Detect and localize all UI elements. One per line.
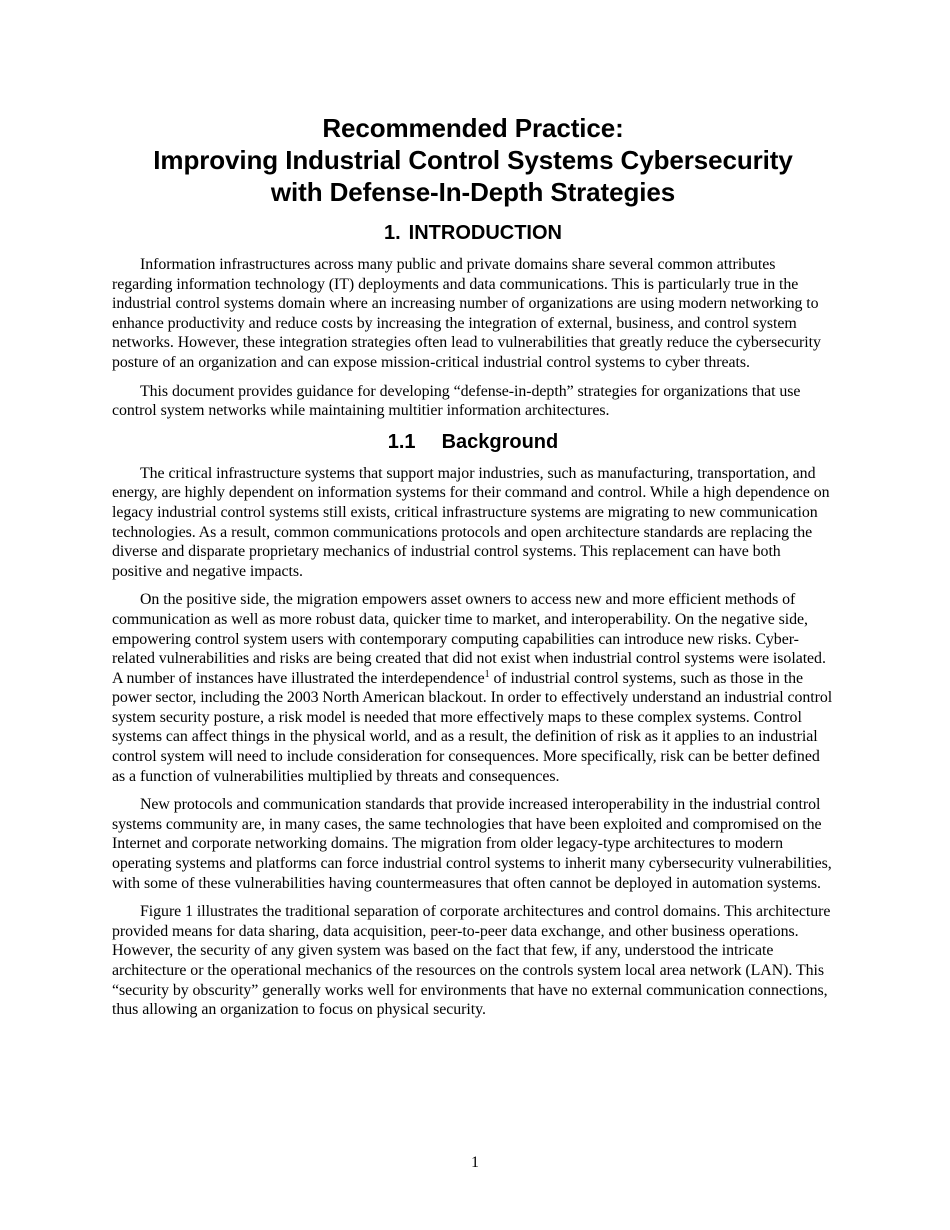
intro-paragraph-1: Information infrastructures across many public and private domains share several common attributes regarding information technology (IT) deployments and data communications. This is particularly true in the industrial control systems domain where an increasing number of organizations are using modern networking to enhance productivity and reduce costs by increasing the integration of external, business, and control system networks. However, these integration strategies often lead to vulnerabilities that greatly reduce the cybersecurity posture of an organization and can expose mission-critical industrial control systems to cyber threats. [112,256,821,371]
title-line-3: with Defense-In-Depth Strategies [270,177,676,207]
footnote-reference[interactable]: 1 [484,668,490,680]
background-paragraph-4: Figure 1 illustrates the traditional separation of corporate architectures and control domains. This architecture provided means for data sharing, data acquisition, peer-to-peer data exchange, and other business operations. However, the security of any given system was based on the fact that few, if any, understood the intricate architecture or the operational mechanics of the resources on the controls system local area network (LAN). This “security by obscurity” generally works well for environments that have no external communication connections, thus allowing an organization to focus on physical security. [112,903,831,1019]
background-paragraph-3: New protocols and communication standards that provide increased interoperability in the industrial control systems community are, in many cases, the same technologies that have been exploited and compromised on the Internet and corporate networking domains. The migration from older legacy-type architectures to modern operating systems and platforms can force industrial control systems to inherit many cybersecurity vulnerabilities, with some of these vulnerabilities having countermeasures that often cannot be deployed in automation systems. [112,796,832,892]
subsection-title: Background [441,430,559,453]
paragraph-text: On the positive side, the migration empowers asset owners to access new and more efficient methods of communication as well as more robust data, quicker time to market, and interoperability. On the negative side, empowering control system users with contemporary computing capabilities can introduce new risks. Cyber-related vulnerabilities and risks are being created that did not exist when industrial control systems were isolated. A number of instances have illustrated the interdependence [112,591,826,687]
page-number: 1 [471,1154,479,1171]
section-number: 1. [383,222,401,244]
title-line-1: Recommended Practice: [322,113,624,143]
paragraph-text: of industrial control systems, such as those in the power sector, including the 2003 North American blackout. In order to effectively understand an industrial control system security posture, a risk model is needed that more effectively maps to these complex systems. Control systems can affect things in the physical world, and as a result, the definition of risk as it applies to an industrial control system will need to include consideration for consequences. More specifically, risk can be better defined as a function of vulnerabilities multiplied by threats and consequences. [112,669,833,785]
section-title: INTRODUCTION [408,222,562,244]
section-heading-introduction [112,221,834,245]
subsection-number: 1.1 [387,430,416,453]
document-page [112,112,834,1029]
intro-paragraph-2: This document provides guidance for developing “defense-in-depth” strategies for organizations that use control system networks while maintaining multitier information architectures. [112,382,801,420]
title-line-2: Improving Industrial Control Systems Cybersecurity [153,145,793,175]
section-heading-background [112,430,834,454]
background-paragraph-1: The critical infrastructure systems that support major industries, such as manufacturing, transportation, and energy, are highly dependent on information systems for their command and control. While a high dependence on legacy industrial control systems still exists, critical infrastructure systems are migrating to new communication technologies. As a result, common communications protocols and open architecture standards are replacing the diverse and disparate proprietary mechanics of industrial control systems. This replacement can have both positive and negative impacts. [112,464,830,580]
background-paragraph-2 [112,590,834,786]
document-title [112,112,834,208]
